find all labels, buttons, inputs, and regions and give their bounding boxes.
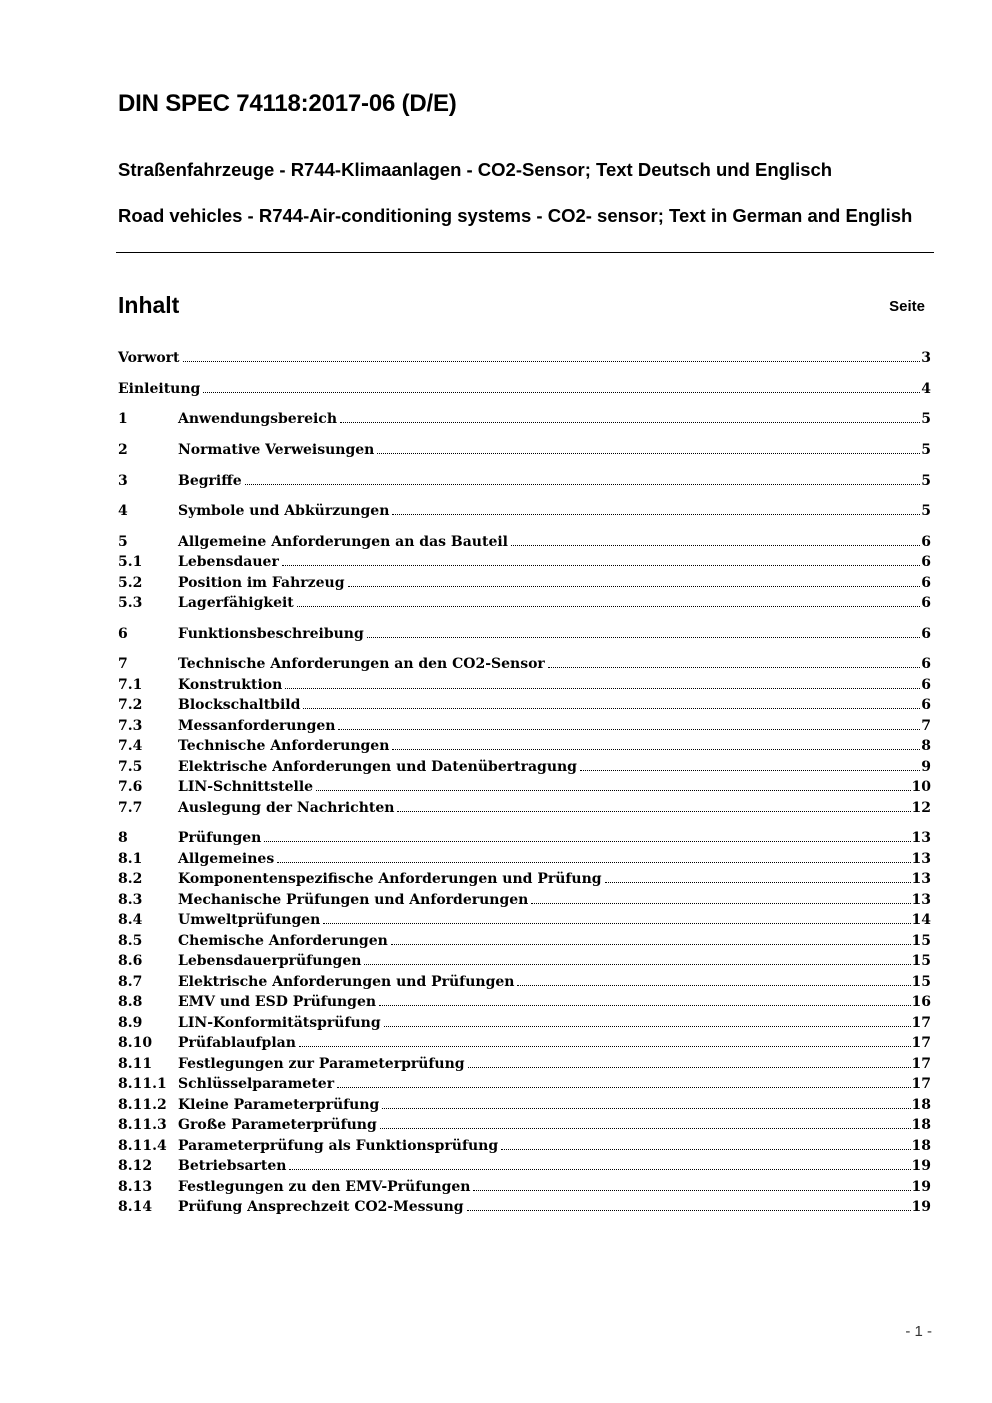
toc-entry-page: 17	[911, 1015, 931, 1031]
toc-entry[interactable]	[118, 695, 931, 715]
toc-entry-number: 8.6	[118, 953, 143, 969]
toc-entry-title: Große Parameterprüfung	[178, 1117, 377, 1133]
toc-entry-title: Funktionsbeschreibung	[178, 626, 364, 642]
toc-dot-leader	[377, 453, 920, 454]
toc-dot-leader	[605, 882, 911, 883]
toc-dot-leader	[245, 484, 921, 485]
toc-entry-number: 8.11.1	[118, 1076, 167, 1092]
toc-entry-page: 6	[921, 575, 931, 591]
toc-entry-page: 15	[911, 974, 931, 990]
toc-entry[interactable]	[118, 440, 931, 460]
document-title: DIN SPEC 74118:2017-06 (D/E)	[118, 90, 457, 117]
toc-entry-page: 17	[911, 1076, 931, 1092]
toc-entry[interactable]	[118, 1013, 931, 1033]
toc-entry[interactable]	[118, 379, 931, 399]
toc-entry-number: 8.11.3	[118, 1117, 167, 1133]
toc-entry-page: 3	[921, 350, 931, 366]
toc-entry[interactable]	[118, 992, 931, 1012]
toc-entry-number: 7.7	[118, 800, 143, 816]
toc-entry-page: 15	[911, 953, 931, 969]
toc-entry[interactable]	[118, 501, 931, 521]
toc-entry-title: Schlüsselparameter	[178, 1076, 335, 1092]
toc-entry-page: 14	[911, 912, 931, 928]
toc-entry-number: 1	[118, 411, 128, 427]
toc-entry-page: 19	[911, 1158, 931, 1174]
toc-entry-title: Festlegungen zu den EMV-Prüfungen	[178, 1179, 471, 1195]
toc-entry-page: 17	[911, 1056, 931, 1072]
toc-entry-number: 7.1	[118, 677, 143, 693]
toc-entry-page: 6	[921, 677, 931, 693]
toc-entry[interactable]	[118, 1054, 931, 1074]
toc-dot-leader	[511, 545, 920, 546]
toc-entry[interactable]	[118, 716, 931, 736]
toc-dot-leader	[203, 392, 920, 393]
toc-entry-number: 8.8	[118, 994, 143, 1010]
toc-entry[interactable]	[118, 624, 931, 644]
toc-entry[interactable]	[118, 593, 931, 613]
toc-entry[interactable]	[118, 1156, 931, 1176]
toc-entry[interactable]	[118, 777, 931, 797]
toc-entry-number: 8.10	[118, 1035, 153, 1051]
toc-entry[interactable]	[118, 1074, 931, 1094]
toc-entry[interactable]	[118, 828, 931, 848]
toc-entry-number: 8.5	[118, 933, 143, 949]
toc-entry-page: 5	[921, 411, 931, 427]
toc-entry-number: 8.14	[118, 1199, 153, 1215]
toc-dot-leader	[367, 637, 920, 638]
toc-entry-title: Vorwort	[118, 350, 180, 366]
toc-entry[interactable]	[118, 552, 931, 572]
toc-entry-title: Chemische Anforderungen	[178, 933, 388, 949]
toc-entry-title: Parameterprüfung als Funktionsprüfung	[178, 1138, 499, 1154]
toc-dot-leader	[282, 565, 920, 566]
toc-entry-title: Normative Verweisungen	[178, 442, 375, 458]
toc-entry-page: 16	[911, 994, 931, 1010]
toc-entry-number: 7.3	[118, 718, 143, 734]
toc-entry-title: Allgemeine Anforderungen an das Bauteil	[178, 534, 508, 550]
toc-entry-page: 4	[921, 381, 931, 397]
toc-dot-leader	[468, 1067, 911, 1068]
toc-dot-leader	[467, 1210, 911, 1211]
toc-entry-title: Festlegungen zur Parameterprüfung	[178, 1056, 465, 1072]
toc-entry-number: 5.3	[118, 595, 143, 611]
toc-entry-title: Allgemeines	[178, 851, 275, 867]
toc-entry-page: 13	[911, 851, 931, 867]
toc-entry-page: 19	[911, 1199, 931, 1215]
toc-entry-page: 8	[921, 738, 931, 754]
toc-entry-page: 5	[921, 473, 931, 489]
toc-entry-number: 5	[118, 534, 128, 550]
toc-entry-page: 6	[921, 697, 931, 713]
toc-dot-leader	[340, 422, 920, 423]
toc-entry-page: 12	[911, 800, 931, 816]
toc-entry-number: 8.1	[118, 851, 143, 867]
toc-entry-title: LIN-Schnittstelle	[178, 779, 314, 795]
toc-entry-number: 8.11	[118, 1056, 153, 1072]
toc-entry-number: 8.12	[118, 1158, 153, 1174]
toc-entry-title: Betriebsarten	[178, 1158, 287, 1174]
toc-dot-leader	[392, 514, 920, 515]
toc-entry[interactable]	[118, 532, 931, 552]
toc-entry-number: 8.2	[118, 871, 143, 887]
toc-dot-leader	[316, 790, 910, 791]
toc-entry-title: Prüfablaufplan	[178, 1035, 296, 1051]
subtitle-german: Straßenfahrzeuge - R744-Klimaanlagen - CO2-Sensor; Text Deutsch und Englisch	[118, 159, 833, 180]
toc-entry-page: 7	[921, 718, 931, 734]
toc-entry[interactable]	[118, 1115, 931, 1135]
toc-dot-leader	[277, 862, 910, 863]
toc-entry-title: Symbole und Abkürzungen	[178, 503, 390, 519]
toc-entry-title: LIN-Konformitätsprüfung	[178, 1015, 381, 1031]
toc-entry-title: Blockschaltbild	[178, 697, 301, 713]
toc-entry-title: Technische Anforderungen	[178, 738, 390, 754]
toc-dot-leader	[264, 841, 910, 842]
toc-entry-title: Konstruktion	[178, 677, 283, 693]
toc-entry-title: Anwendungsbereich	[178, 411, 337, 427]
toc-entry-number: 8.4	[118, 912, 143, 928]
toc-entry-page: 5	[921, 503, 931, 519]
toc-entry[interactable]	[118, 910, 931, 930]
toc-entry-title: EMV und ESD Prüfungen	[178, 994, 377, 1010]
toc-entry-title: Lagerfähigkeit	[178, 595, 294, 611]
toc-entry-title: Mechanische Prüfungen und Anforderungen	[178, 892, 529, 908]
toc-entry-number: 8.11.4	[118, 1138, 167, 1154]
toc-entry[interactable]	[118, 1095, 931, 1115]
toc-entry-page: 13	[911, 871, 931, 887]
toc-entry[interactable]	[118, 471, 931, 491]
toc-entry-title: Umweltprüfungen	[178, 912, 321, 928]
toc-entry-title: Kleine Parameterprüfung	[178, 1097, 380, 1113]
toc-entry-title: Auslegung der Nachrichten	[178, 800, 395, 816]
toc-dot-leader	[338, 729, 920, 730]
header-divider	[116, 252, 934, 253]
toc-entry-page: 17	[911, 1035, 931, 1051]
toc-entry-number: 2	[118, 442, 128, 458]
toc-entry-page: 6	[921, 554, 931, 570]
toc-entry-number: 8.9	[118, 1015, 143, 1031]
toc-entry-title: Elektrische Anforderungen und Datenübertragung	[178, 759, 577, 775]
toc-dot-leader	[348, 586, 921, 587]
toc-entry[interactable]	[118, 654, 931, 674]
toc-dot-leader	[531, 903, 910, 904]
toc-entry-page: 5	[921, 442, 931, 458]
toc-entry-title: Elektrische Anforderungen und Prüfungen	[178, 974, 515, 990]
toc-entry-title: Komponentenspezifische Anforderungen und Prüfung	[178, 871, 602, 887]
toc-dot-leader	[183, 361, 921, 362]
toc-entry-page: 6	[921, 656, 931, 672]
toc-entry[interactable]	[118, 348, 931, 368]
toc-dot-leader	[380, 1128, 911, 1129]
toc-entry-page: 6	[921, 595, 931, 611]
toc-entry-title: Messanforderungen	[178, 718, 336, 734]
toc-dot-leader	[323, 923, 910, 924]
toc-entry-number: 5.1	[118, 554, 143, 570]
toc-dot-leader	[501, 1149, 910, 1150]
toc-entry[interactable]	[118, 1136, 931, 1156]
toc-dot-leader	[303, 708, 920, 709]
toc-entry-number: 8	[118, 830, 128, 846]
toc-entry-title: Lebensdauer	[178, 554, 279, 570]
toc-entry-title: Position im Fahrzeug	[178, 575, 345, 591]
toc-entry-title: Prüfung Ansprechzeit CO2-Messung	[178, 1199, 464, 1215]
toc-heading: Inhalt	[118, 292, 180, 318]
toc-dot-leader	[382, 1108, 910, 1109]
toc-entry[interactable]	[118, 972, 931, 992]
toc-entry-page: 9	[921, 759, 931, 775]
toc-entry[interactable]	[118, 798, 931, 818]
toc-entry[interactable]	[118, 736, 931, 756]
toc-entry-number: 4	[118, 503, 128, 519]
toc-page-column-label: Seite	[889, 298, 925, 315]
toc-entry[interactable]	[118, 869, 931, 889]
toc-entry-number: 8.3	[118, 892, 143, 908]
toc-entry-title: Einleitung	[118, 381, 201, 397]
page-number: - 1 -	[905, 1323, 932, 1340]
toc-dot-leader	[289, 1169, 910, 1170]
toc-dot-leader	[391, 944, 911, 945]
toc-entry[interactable]	[118, 931, 931, 951]
toc-entry-number: 7.5	[118, 759, 143, 775]
toc-entry[interactable]	[118, 1177, 931, 1197]
toc-entry-page: 6	[921, 626, 931, 642]
toc-entry-number: 5.2	[118, 575, 143, 591]
toc-dot-leader	[299, 1046, 911, 1047]
toc-entry-page: 18	[911, 1138, 931, 1154]
toc-dot-leader	[364, 964, 910, 965]
toc-entry-number: 7.6	[118, 779, 143, 795]
toc-dot-leader	[473, 1190, 910, 1191]
toc-entry-page: 13	[911, 830, 931, 846]
toc-entry-number: 3	[118, 473, 128, 489]
toc-entry-page: 15	[911, 933, 931, 949]
toc-entry-page: 6	[921, 534, 931, 550]
subtitle-english: Road vehicles - R744-Air-conditioning systems - CO2- sensor; Text in German and English	[118, 205, 913, 226]
toc-dot-leader	[392, 749, 920, 750]
toc-entry-page: 18	[911, 1097, 931, 1113]
toc-entry-number: 7.4	[118, 738, 143, 754]
toc-dot-leader	[297, 606, 920, 607]
toc-entry[interactable]	[118, 890, 931, 910]
toc-entry-title: Prüfungen	[178, 830, 262, 846]
toc-entry-page: 18	[911, 1117, 931, 1133]
toc-dot-leader	[285, 688, 920, 689]
toc-entry-title: Technische Anforderungen an den CO2-Sensor	[178, 656, 545, 672]
toc-dot-leader	[548, 667, 920, 668]
toc-entry-page: 13	[911, 892, 931, 908]
toc-entry-page: 19	[911, 1179, 931, 1195]
toc-entry[interactable]	[118, 1197, 931, 1217]
toc-entry-page: 10	[911, 779, 931, 795]
toc-entry-number: 8.13	[118, 1179, 153, 1195]
toc-entry[interactable]	[118, 675, 931, 695]
toc-dot-leader	[580, 770, 920, 771]
toc-entry[interactable]	[118, 409, 931, 429]
toc-dot-leader	[384, 1026, 911, 1027]
toc-entry-number: 8.7	[118, 974, 143, 990]
toc-entry[interactable]	[118, 573, 931, 593]
toc-dot-leader	[337, 1087, 910, 1088]
toc-entry-number: 7	[118, 656, 128, 672]
toc-entry[interactable]	[118, 849, 931, 869]
toc-entry-title: Lebensdauerprüfungen	[178, 953, 362, 969]
toc-entry-number: 7.2	[118, 697, 143, 713]
toc-dot-leader	[517, 985, 910, 986]
toc-entry-title: Begriffe	[178, 473, 242, 489]
toc-dot-leader	[379, 1005, 910, 1006]
toc-entry[interactable]	[118, 1033, 931, 1053]
toc-entry[interactable]	[118, 951, 931, 971]
toc-entry-number: 8.11.2	[118, 1097, 167, 1113]
toc-entry[interactable]	[118, 757, 931, 777]
toc-dot-leader	[397, 811, 910, 812]
toc-entry-number: 6	[118, 626, 128, 642]
